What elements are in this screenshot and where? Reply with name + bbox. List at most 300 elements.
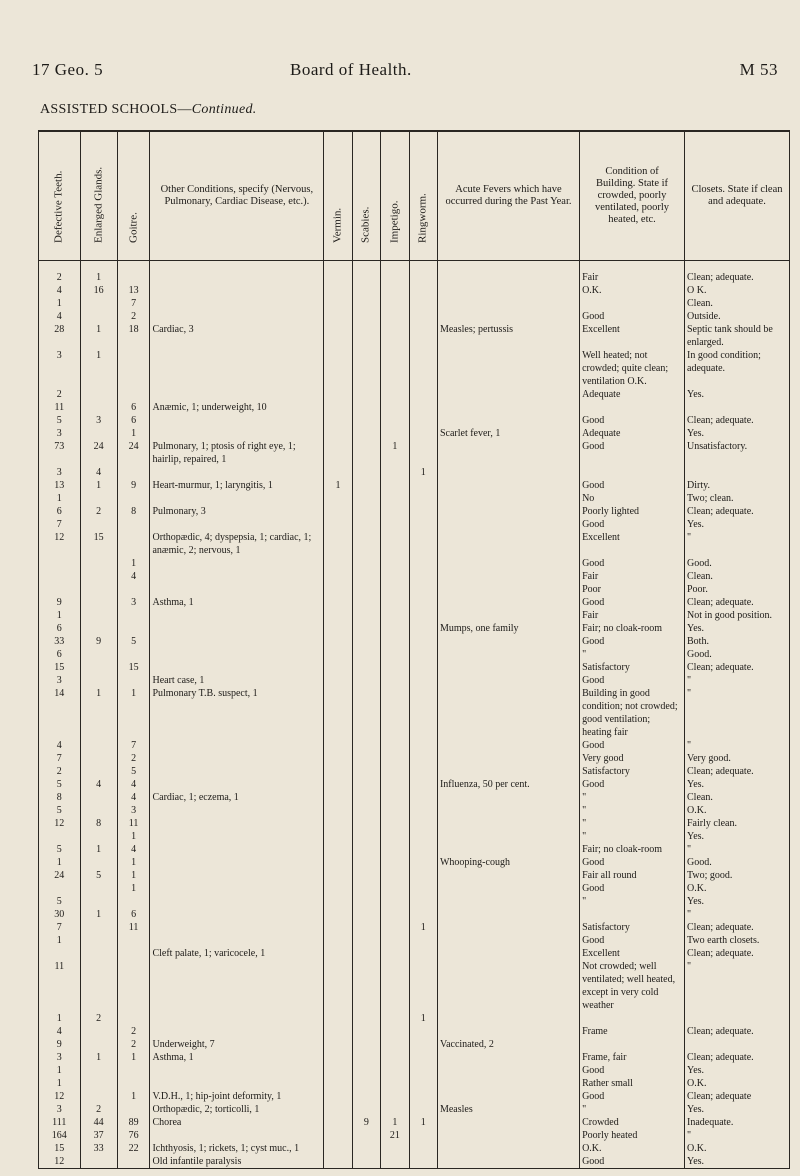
cell-vermin xyxy=(324,1012,352,1025)
cell-impetigo xyxy=(381,1090,409,1103)
cell-vermin xyxy=(324,739,352,752)
cell-impetigo xyxy=(381,908,409,921)
cell-other-conditions: Pulmonary, 3 xyxy=(150,505,324,518)
cell-impetigo xyxy=(381,388,409,401)
cell-other-conditions xyxy=(150,934,324,947)
table-row xyxy=(39,895,790,908)
cell-other-conditions xyxy=(150,765,324,778)
cell-building-condition: O.K. xyxy=(580,1142,685,1155)
cell-acute-fevers xyxy=(437,947,579,960)
cell-building-condition: Frame xyxy=(580,1025,685,1038)
cell-scabies xyxy=(352,960,380,1012)
cell-goitre: 6 xyxy=(117,908,150,921)
cell-defective-teeth: 6 xyxy=(39,622,81,635)
cell-defective-teeth: 8 xyxy=(39,791,81,804)
cell-ringworm xyxy=(409,843,437,856)
cell-closets: Unsatisfactory. xyxy=(685,440,790,466)
cell-goitre: 2 xyxy=(117,310,150,323)
cell-other-conditions: Pulmonary T.B. suspect, 1 xyxy=(150,687,324,739)
cell-impetigo xyxy=(381,882,409,895)
cell-goitre: 4 xyxy=(117,570,150,583)
cell-other-conditions: Orthopædic, 4; dyspepsia, 1; cardiac, 1; anæmic, 2; nervous, 1 xyxy=(150,531,324,557)
cell-building-condition: Good xyxy=(580,518,685,531)
cell-impetigo xyxy=(381,1064,409,1077)
cell-acute-fevers xyxy=(437,895,579,908)
cell-enlarged-glands xyxy=(80,1077,117,1090)
cell-ringworm xyxy=(409,596,437,609)
cell-ringworm xyxy=(409,1051,437,1064)
table-row xyxy=(39,843,790,856)
cell-other-conditions xyxy=(150,349,324,388)
cell-building-condition: Good xyxy=(580,557,685,570)
cell-vermin xyxy=(324,1155,352,1169)
cell-goitre: 2 xyxy=(117,1025,150,1038)
cell-other-conditions xyxy=(150,1064,324,1077)
cell-enlarged-glands xyxy=(80,570,117,583)
cell-impetigo xyxy=(381,934,409,947)
cell-closets: Clean; adequate. xyxy=(685,765,790,778)
cell-other-conditions xyxy=(150,635,324,648)
cell-ringworm xyxy=(409,414,437,427)
cell-vermin xyxy=(324,778,352,791)
table-row xyxy=(39,1077,790,1090)
cell-enlarged-glands xyxy=(80,765,117,778)
cell-acute-fevers xyxy=(437,635,579,648)
cell-other-conditions xyxy=(150,830,324,843)
cell-impetigo: 1 xyxy=(381,440,409,466)
cell-scabies xyxy=(352,505,380,518)
cell-vermin: 1 xyxy=(324,479,352,492)
cell-building-condition: Fair all round xyxy=(580,869,685,882)
cell-defective-teeth: 3 xyxy=(39,1051,81,1064)
cell-goitre xyxy=(117,622,150,635)
cell-goitre: 6 xyxy=(117,401,150,414)
cell-scabies xyxy=(352,583,380,596)
cell-ringworm xyxy=(409,817,437,830)
cell-other-conditions: Asthma, 1 xyxy=(150,596,324,609)
cell-defective-teeth: 111 xyxy=(39,1116,81,1129)
cell-closets: Clean; adequate. xyxy=(685,947,790,960)
cell-acute-fevers xyxy=(437,1025,579,1038)
table-row xyxy=(39,869,790,882)
cell-defective-teeth: 4 xyxy=(39,1025,81,1038)
cell-acute-fevers xyxy=(437,310,579,323)
cell-defective-teeth xyxy=(39,583,81,596)
cell-scabies xyxy=(352,261,380,285)
cell-vermin xyxy=(324,609,352,622)
cell-goitre: 9 xyxy=(117,479,150,492)
cell-impetigo xyxy=(381,349,409,388)
cell-closets: " xyxy=(685,674,790,687)
table-row xyxy=(39,921,790,934)
cell-scabies xyxy=(352,414,380,427)
cell-enlarged-glands xyxy=(80,557,117,570)
cell-building-condition: Good xyxy=(580,440,685,466)
table-row xyxy=(39,1129,790,1142)
cell-defective-teeth: 12 xyxy=(39,1090,81,1103)
cell-acute-fevers xyxy=(437,674,579,687)
cell-defective-teeth: 1 xyxy=(39,1077,81,1090)
cell-impetigo xyxy=(381,531,409,557)
cell-ringworm xyxy=(409,752,437,765)
cell-acute-fevers xyxy=(437,843,579,856)
cell-impetigo xyxy=(381,635,409,648)
cell-other-conditions xyxy=(150,1012,324,1025)
cell-closets: Both. xyxy=(685,635,790,648)
cell-scabies xyxy=(352,674,380,687)
cell-ringworm: 1 xyxy=(409,466,437,479)
cell-impetigo xyxy=(381,739,409,752)
cell-impetigo xyxy=(381,1012,409,1025)
cell-goitre xyxy=(117,1103,150,1116)
cell-enlarged-glands: 44 xyxy=(80,1116,117,1129)
cell-other-conditions xyxy=(150,661,324,674)
cell-other-conditions: Anæmic, 1; underweight, 10 xyxy=(150,401,324,414)
cell-goitre: 6 xyxy=(117,414,150,427)
cell-other-conditions: Cardiac, 1; eczema, 1 xyxy=(150,791,324,804)
table-row xyxy=(39,661,790,674)
cell-defective-teeth: 164 xyxy=(39,1129,81,1142)
cell-acute-fevers xyxy=(437,830,579,843)
cell-scabies xyxy=(352,635,380,648)
cell-goitre: 5 xyxy=(117,765,150,778)
cell-vermin xyxy=(324,1051,352,1064)
cell-goitre: 1 xyxy=(117,1051,150,1064)
cell-ringworm xyxy=(409,934,437,947)
cell-acute-fevers xyxy=(437,661,579,674)
cell-impetigo xyxy=(381,1155,409,1169)
cell-impetigo xyxy=(381,1051,409,1064)
cell-vermin xyxy=(324,1025,352,1038)
cell-building-condition: Satisfactory xyxy=(580,921,685,934)
cell-acute-fevers xyxy=(437,349,579,388)
cell-ringworm xyxy=(409,505,437,518)
cell-defective-teeth: 3 xyxy=(39,1103,81,1116)
cell-defective-teeth: 28 xyxy=(39,323,81,349)
cell-building-condition: Good xyxy=(580,778,685,791)
cell-building-condition: Fair xyxy=(580,261,685,285)
cell-acute-fevers xyxy=(437,791,579,804)
cell-impetigo xyxy=(381,674,409,687)
table-row xyxy=(39,531,790,557)
cell-other-conditions xyxy=(150,583,324,596)
cell-other-conditions xyxy=(150,284,324,297)
cell-defective-teeth: 5 xyxy=(39,843,81,856)
cell-ringworm xyxy=(409,401,437,414)
cell-other-conditions xyxy=(150,843,324,856)
cell-other-conditions xyxy=(150,570,324,583)
cell-scabies xyxy=(352,895,380,908)
table-row xyxy=(39,739,790,752)
col-enlarged-glands: Enlarged Glands. xyxy=(80,131,117,261)
cell-scabies xyxy=(352,778,380,791)
cell-ringworm xyxy=(409,674,437,687)
cell-ringworm xyxy=(409,882,437,895)
cell-building-condition: Very good xyxy=(580,752,685,765)
cell-ringworm xyxy=(409,648,437,661)
cell-closets: Inadequate. xyxy=(685,1116,790,1129)
cell-impetigo xyxy=(381,518,409,531)
cell-building-condition: Satisfactory xyxy=(580,765,685,778)
cell-impetigo: 1 xyxy=(381,1116,409,1129)
cell-goitre xyxy=(117,1064,150,1077)
table-row xyxy=(39,765,790,778)
cell-building-condition: Good xyxy=(580,1064,685,1077)
cell-goitre xyxy=(117,261,150,285)
table-row xyxy=(39,492,790,505)
cell-enlarged-glands: 16 xyxy=(80,284,117,297)
cell-vermin xyxy=(324,570,352,583)
cell-impetigo xyxy=(381,856,409,869)
cell-vermin xyxy=(324,765,352,778)
table-row xyxy=(39,414,790,427)
cell-scabies xyxy=(352,323,380,349)
cell-defective-teeth: 30 xyxy=(39,908,81,921)
cell-defective-teeth: 4 xyxy=(39,739,81,752)
cell-defective-teeth: 1 xyxy=(39,856,81,869)
cell-enlarged-glands xyxy=(80,752,117,765)
cell-ringworm: 1 xyxy=(409,1012,437,1025)
cell-goitre: 76 xyxy=(117,1129,150,1142)
cell-vermin xyxy=(324,856,352,869)
table-row xyxy=(39,349,790,388)
cell-vermin xyxy=(324,674,352,687)
cell-other-conditions xyxy=(150,261,324,285)
cell-building-condition: " xyxy=(580,817,685,830)
cell-scabies xyxy=(352,609,380,622)
cell-defective-teeth: 1 xyxy=(39,934,81,947)
cell-enlarged-glands xyxy=(80,947,117,960)
cell-enlarged-glands xyxy=(80,609,117,622)
cell-enlarged-glands xyxy=(80,310,117,323)
cell-closets xyxy=(685,401,790,414)
cell-closets: " xyxy=(685,739,790,752)
cell-scabies xyxy=(352,739,380,752)
cell-goitre: 3 xyxy=(117,596,150,609)
cell-building-condition: Frame, fair xyxy=(580,1051,685,1064)
header-left: 17 Geo. 5 xyxy=(32,60,104,79)
cell-vermin xyxy=(324,1129,352,1142)
cell-scabies xyxy=(352,934,380,947)
cell-acute-fevers xyxy=(437,583,579,596)
col-acute-fevers: Acute Fevers which have occurred during the Past Year. xyxy=(437,131,579,261)
cell-defective-teeth xyxy=(39,947,81,960)
cell-defective-teeth: 6 xyxy=(39,505,81,518)
table-row xyxy=(39,505,790,518)
cell-ringworm xyxy=(409,661,437,674)
cell-scabies xyxy=(352,817,380,830)
cell-vermin xyxy=(324,622,352,635)
cell-closets: Clean; adequate. xyxy=(685,505,790,518)
cell-acute-fevers xyxy=(437,570,579,583)
cell-acute-fevers xyxy=(437,505,579,518)
cell-vermin xyxy=(324,947,352,960)
cell-defective-teeth: 5 xyxy=(39,804,81,817)
cell-defective-teeth xyxy=(39,557,81,570)
cell-scabies xyxy=(352,856,380,869)
cell-ringworm: 1 xyxy=(409,1116,437,1129)
cell-acute-fevers xyxy=(437,401,579,414)
cell-enlarged-glands: 15 xyxy=(80,531,117,557)
cell-defective-teeth: 2 xyxy=(39,765,81,778)
cell-other-conditions xyxy=(150,895,324,908)
cell-impetigo xyxy=(381,869,409,882)
cell-impetigo xyxy=(381,960,409,1012)
cell-goitre xyxy=(117,609,150,622)
cell-vermin xyxy=(324,661,352,674)
table-row xyxy=(39,557,790,570)
cell-enlarged-glands xyxy=(80,895,117,908)
cell-defective-teeth: 4 xyxy=(39,284,81,297)
table-row xyxy=(39,583,790,596)
table-body xyxy=(39,261,790,1169)
cell-ringworm xyxy=(409,778,437,791)
header-center: Board of Health. xyxy=(290,60,412,79)
table-row xyxy=(39,466,790,479)
cell-defective-teeth: 3 xyxy=(39,349,81,388)
cell-closets: Very good. xyxy=(685,752,790,765)
cell-goitre xyxy=(117,947,150,960)
col-other-conditions: Other Conditions, specify (Nervous, Pulmonary, Cardiac Disease, etc.). xyxy=(150,131,324,261)
cell-vermin xyxy=(324,921,352,934)
cell-ringworm xyxy=(409,284,437,297)
cell-scabies xyxy=(352,830,380,843)
cell-ringworm xyxy=(409,323,437,349)
cell-acute-fevers xyxy=(437,1129,579,1142)
cell-enlarged-glands xyxy=(80,934,117,947)
cell-other-conditions xyxy=(150,908,324,921)
cell-closets: Clean; adequate xyxy=(685,1090,790,1103)
cell-ringworm xyxy=(409,427,437,440)
cell-impetigo xyxy=(381,596,409,609)
cell-building-condition: Good xyxy=(580,414,685,427)
cell-closets xyxy=(685,1012,790,1025)
cell-closets: Not in good position. xyxy=(685,609,790,622)
table-row xyxy=(39,947,790,960)
cell-ringworm xyxy=(409,440,437,466)
cell-acute-fevers xyxy=(437,804,579,817)
cell-impetigo xyxy=(381,622,409,635)
table-row xyxy=(39,908,790,921)
cell-acute-fevers xyxy=(437,882,579,895)
cell-closets: " xyxy=(685,908,790,921)
cell-ringworm xyxy=(409,908,437,921)
cell-building-condition: No xyxy=(580,492,685,505)
schools-table xyxy=(38,130,790,1169)
cell-goitre: 8 xyxy=(117,505,150,518)
cell-other-conditions xyxy=(150,609,324,622)
cell-other-conditions: Old infantile paralysis xyxy=(150,1155,324,1169)
cell-goitre: 1 xyxy=(117,687,150,739)
cell-goitre: 4 xyxy=(117,843,150,856)
cell-enlarged-glands: 33 xyxy=(80,1142,117,1155)
cell-acute-fevers: Whooping-cough xyxy=(437,856,579,869)
cell-other-conditions xyxy=(150,739,324,752)
cell-vermin xyxy=(324,349,352,388)
cell-vermin xyxy=(324,804,352,817)
cell-scabies xyxy=(352,622,380,635)
cell-scabies xyxy=(352,531,380,557)
cell-closets: " xyxy=(685,1129,790,1142)
table-row xyxy=(39,427,790,440)
table-row xyxy=(39,830,790,843)
cell-closets: Good. xyxy=(685,557,790,570)
cell-goitre xyxy=(117,583,150,596)
table-row xyxy=(39,856,790,869)
table-row xyxy=(39,596,790,609)
cell-ringworm xyxy=(409,557,437,570)
cell-building-condition: Good xyxy=(580,596,685,609)
cell-closets: Septic tank should be enlarged. xyxy=(685,323,790,349)
cell-goitre: 24 xyxy=(117,440,150,466)
cell-enlarged-glands: 3 xyxy=(80,414,117,427)
cell-goitre: 18 xyxy=(117,323,150,349)
cell-building-condition: Crowded xyxy=(580,1116,685,1129)
cell-other-conditions: Chorea xyxy=(150,1116,324,1129)
cell-ringworm xyxy=(409,635,437,648)
cell-goitre xyxy=(117,934,150,947)
cell-goitre xyxy=(117,960,150,1012)
cell-vermin xyxy=(324,401,352,414)
cell-acute-fevers xyxy=(437,921,579,934)
cell-building-condition: Good xyxy=(580,882,685,895)
cell-scabies xyxy=(352,284,380,297)
cell-impetigo xyxy=(381,284,409,297)
cell-other-conditions xyxy=(150,869,324,882)
cell-closets: Clean; adequate. xyxy=(685,414,790,427)
cell-acute-fevers xyxy=(437,284,579,297)
cell-enlarged-glands xyxy=(80,661,117,674)
cell-defective-teeth: 7 xyxy=(39,518,81,531)
cell-closets: Yes. xyxy=(685,1064,790,1077)
cell-enlarged-glands xyxy=(80,804,117,817)
cell-goitre: 2 xyxy=(117,1038,150,1051)
cell-acute-fevers xyxy=(437,531,579,557)
cell-closets: Clean; adequate. xyxy=(685,921,790,934)
cell-scabies xyxy=(352,401,380,414)
col-scabies: Scabies. xyxy=(352,131,380,261)
cell-building-condition: Good xyxy=(580,1155,685,1169)
cell-vermin xyxy=(324,583,352,596)
cell-impetigo xyxy=(381,817,409,830)
table-row xyxy=(39,1142,790,1155)
cell-goitre: 4 xyxy=(117,791,150,804)
cell-impetigo xyxy=(381,466,409,479)
cell-ringworm xyxy=(409,1142,437,1155)
cell-impetigo xyxy=(381,492,409,505)
cell-other-conditions xyxy=(150,856,324,869)
cell-defective-teeth: 12 xyxy=(39,817,81,830)
cell-vermin xyxy=(324,297,352,310)
cell-building-condition: Good xyxy=(580,635,685,648)
cell-other-conditions: Cleft palate, 1; varicocele, 1 xyxy=(150,947,324,960)
cell-vermin xyxy=(324,323,352,349)
cell-vermin xyxy=(324,557,352,570)
cell-building-condition: Good xyxy=(580,934,685,947)
cell-other-conditions xyxy=(150,310,324,323)
cell-vermin xyxy=(324,908,352,921)
cell-impetigo xyxy=(381,414,409,427)
cell-scabies xyxy=(352,1051,380,1064)
cell-acute-fevers xyxy=(437,1051,579,1064)
cell-goitre: 1 xyxy=(117,427,150,440)
cell-scabies xyxy=(352,882,380,895)
cell-other-conditions: Heart-murmur, 1; laryngitis, 1 xyxy=(150,479,324,492)
cell-closets: Clean; adequate. xyxy=(685,1051,790,1064)
cell-building-condition: Excellent xyxy=(580,531,685,557)
cell-vermin xyxy=(324,843,352,856)
cell-enlarged-glands: 8 xyxy=(80,817,117,830)
